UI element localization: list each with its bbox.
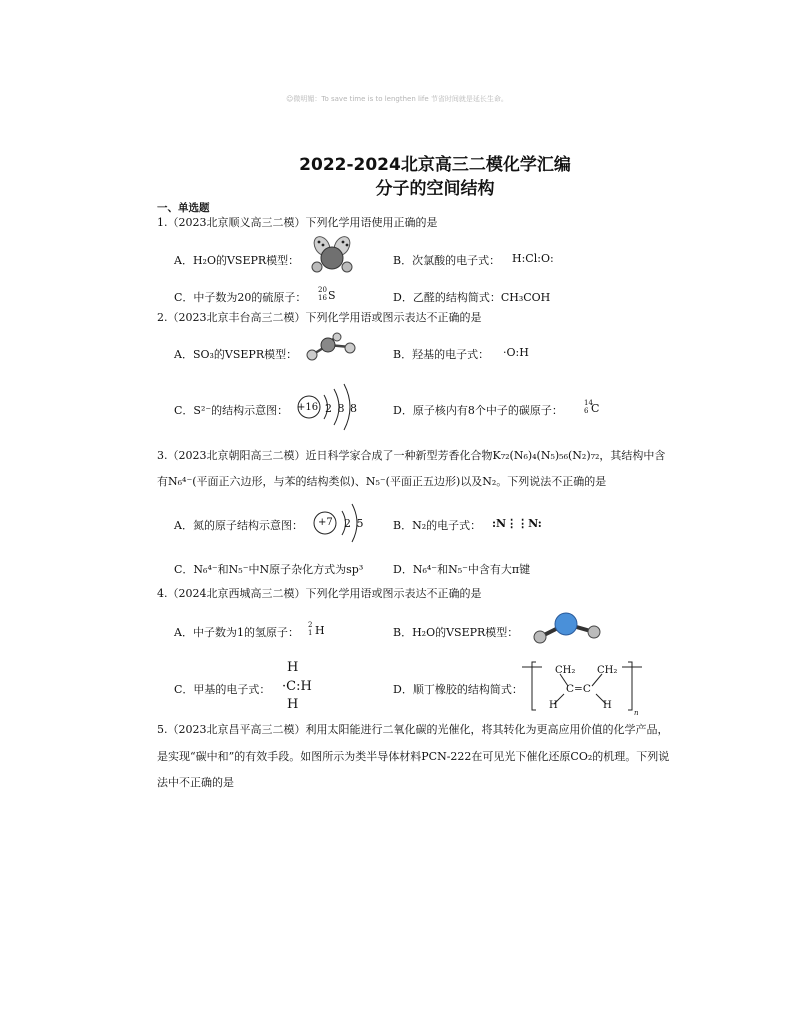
q2-option-b: B．羟基的电子式： — [393, 348, 490, 361]
repeat-unit-n: n — [634, 709, 639, 717]
methyl-h-bottom: H — [287, 697, 299, 712]
q4-option-b: B．H₂O的VSEPR模型： — [393, 626, 519, 639]
q4-stem: 4.（2024北京西城高三二模）下列化学用语或图示表达不正确的是 — [157, 587, 482, 600]
deuterium-isotope: 2 1 — [308, 621, 313, 637]
q4-option-d: D．顺丁橡胶的结构简式： — [393, 683, 523, 696]
carbon-isotope: 14 6 — [584, 399, 593, 415]
ch2-left: CH₂ — [555, 665, 576, 676]
ch2-right: CH₂ — [597, 665, 618, 676]
q1-option-d: D．乙醛的结构简式：CH₃COH — [393, 291, 551, 304]
h2o-vsepr-model-icon — [305, 236, 360, 276]
q5-line3: 法中不正确的是 — [157, 776, 234, 789]
q1-stem: 1.（2023北京顺义高三二模）下列化学用语使用正确的是 — [157, 216, 438, 229]
page-subtitle: 分子的空间结构 — [375, 179, 495, 199]
q3-option-b: B．N₂的电子式： — [393, 519, 482, 532]
q2-option-a: A．SO₃的VSEPR模型： — [174, 348, 298, 361]
q5-line2: 是实现“碳中和”的有效手段。如图所示为类半导体材料PCN-222在可见光下催化还原CO₂的机理。下列说 — [157, 750, 670, 763]
sulfur-isotope: 20 16 — [318, 286, 327, 302]
q4-option-c: C．甲基的电子式： — [174, 683, 271, 696]
section-heading: 一、单选题 — [157, 202, 210, 214]
sulfur-symbol: S — [328, 289, 336, 302]
watermark: ☺微明媚：To save time is to lengthen life 节省时间就是延长生命。 — [286, 95, 508, 103]
h-right: H — [603, 700, 612, 711]
q3-option-d: D．N₆⁴⁻和N₅⁻中含有大π键 — [393, 563, 531, 576]
cc-double-bond: C=C — [566, 683, 591, 695]
q3-option-c: C．N₆⁴⁻和N₅⁻中N原子杂化方式为sp³ — [174, 563, 364, 576]
hclo-electron-formula: H:Cl:O: — [512, 252, 554, 265]
q3-option-a: A．氮的原子结构示意图： — [174, 519, 303, 532]
q2-option-d: D．原子核内有8个中子的碳原子： — [393, 404, 563, 417]
so3-vsepr-model-icon — [306, 333, 358, 363]
page-title: 2022-2024北京高三二模化学汇编 — [299, 155, 571, 175]
q3-stem-line1: 3.（2023北京朝阳高三二模）近日科学家合成了一种新型芳香化合物K₇₂(N₆)₄(N₅)₅₆(N₂)₇₂，其结构中含 — [157, 449, 666, 462]
q1-option-b: B．次氯酸的电子式： — [393, 254, 501, 267]
sulfide-nucleus: +16 — [297, 402, 319, 413]
carbon-symbol: C — [591, 402, 600, 415]
q2-stem: 2.（2023北京丰台高三二模）下列化学用语或图示表达不正确的是 — [157, 311, 482, 324]
q4-option-a: A．中子数为1的氢原子： — [174, 626, 299, 639]
q1-option-a: A．H₂O的VSEPR模型： — [174, 254, 300, 267]
sulfide-shells: 2 8 8 — [325, 402, 358, 415]
h-left: H — [549, 700, 558, 711]
methyl-center: ·C:H — [282, 679, 312, 694]
hydroxyl-electron-formula: ·O:H — [503, 346, 529, 359]
n2-electron-formula: :N⋮⋮N: — [492, 517, 542, 530]
nitrogen-nucleus: +7 — [318, 517, 333, 528]
q1-option-c: C．中子数为20的硫原子： — [174, 291, 307, 304]
q3-stem-line2: 有N₆⁴⁻(平面正六边形，与苯的结构类似)、N₅⁻(平面正五边形)以及N₂。下列说法不正确的是 — [157, 475, 607, 488]
methyl-h-top: H — [287, 660, 299, 675]
h2o-vsepr-model-blue-icon — [530, 612, 610, 646]
hydrogen-symbol: H — [315, 624, 325, 637]
nitrogen-shells: 2 5 — [344, 517, 365, 530]
q2-option-c: C．S²⁻的结构示意图： — [174, 404, 289, 417]
q5-line1: 5.（2023北京昌平高三二模）利用太阳能进行二氧化碳的光催化，将其转化为更高应用价值的化学产品， — [157, 723, 669, 736]
